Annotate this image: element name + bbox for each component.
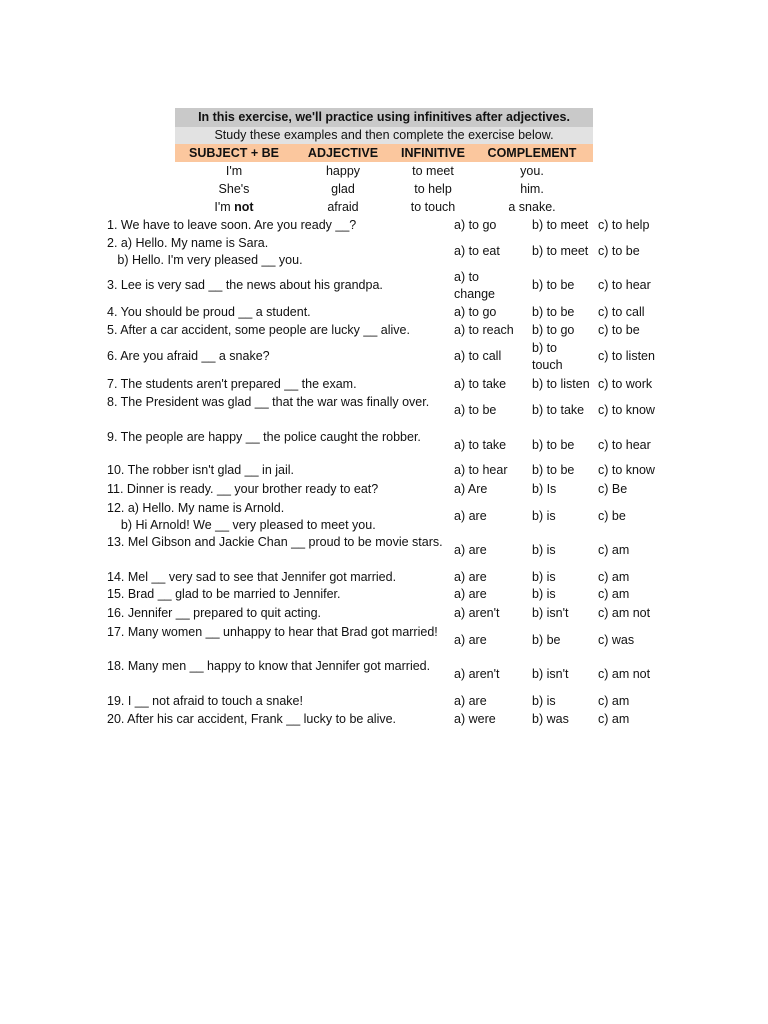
- option-a: a) Are: [454, 482, 488, 497]
- question-text: 1. We have to leave soon. Are you ready __?: [107, 218, 357, 232]
- example-table-header: [175, 144, 593, 162]
- option-a: a) are: [454, 633, 487, 648]
- option-b: b) to go: [532, 323, 575, 338]
- example-adjective: happy: [325, 164, 361, 178]
- option-b: b) is: [532, 543, 556, 558]
- exercise-title: In this exercise, we'll practice using infinitives after adjectives.: [175, 108, 593, 127]
- question-text: 14. Mel __ very sad to see that Jennifer got married.: [107, 570, 397, 584]
- option-b: b) is: [532, 587, 556, 602]
- header-complement: COMPLEMENT: [487, 146, 577, 160]
- option-b: b) was: [532, 712, 569, 727]
- header-infinitive: INFINITIVE: [401, 146, 465, 160]
- option-a: a) are: [454, 509, 487, 524]
- example-complement: him.: [520, 182, 544, 196]
- option-c: c) am not: [598, 667, 651, 682]
- example-row: [175, 198, 593, 216]
- option-c: c) be: [598, 509, 626, 524]
- option-c: c) Be: [598, 482, 628, 497]
- option-a: a) to go: [454, 305, 497, 320]
- example-subject: I'm: [225, 164, 243, 178]
- option-a: a) to take: [454, 377, 507, 392]
- option-a: a) to reach: [454, 323, 514, 338]
- option-a: a) aren't: [454, 606, 500, 621]
- option-b: b) isn't: [532, 667, 569, 682]
- option-b: b) be: [532, 633, 561, 648]
- question-text: 20. After his car accident, Frank __ lucky to be alive.: [107, 712, 397, 726]
- example-subject: I'm not: [214, 200, 254, 214]
- header-adjective: ADJECTIVE: [307, 146, 379, 160]
- question-text: 12. a) Hello. My name is Arnold. b) Hi Arnold! We __ very pleased to meet you.: [107, 501, 376, 532]
- question-text: 13. Mel Gibson and Jackie Chan __ proud to be movie stars.: [107, 535, 443, 549]
- option-b: b) isn't: [532, 606, 569, 621]
- option-c: c) am not: [598, 606, 651, 621]
- option-a: a) to eat: [454, 244, 500, 259]
- question-text: 9. The people are happy __ the police caught the robber.: [107, 430, 421, 444]
- question-text: 15. Brad __ glad to be married to Jennifer.: [107, 587, 341, 601]
- option-b: b) is: [532, 570, 556, 585]
- question-text: 5. After a car accident, some people are lucky __ alive.: [107, 323, 410, 337]
- option-c: c) am: [598, 587, 630, 602]
- question-text: 2. a) Hello. My name is Sara. b) Hello. I'm very pleased __ you.: [107, 236, 303, 267]
- example-row: [175, 162, 593, 180]
- question-text: 11. Dinner is ready. __ your brother ready to eat?: [107, 482, 379, 496]
- option-b: b) to be: [532, 438, 575, 453]
- header-subject-be: SUBJECT + BE: [189, 146, 279, 160]
- option-b: b) to touch: [532, 341, 563, 372]
- option-a: a) to go: [454, 218, 497, 233]
- option-a: a) to change: [454, 270, 496, 301]
- option-c: c) am: [598, 712, 630, 727]
- option-b: b) Is: [532, 482, 557, 497]
- option-c: c) to help: [598, 218, 650, 233]
- example-infinitive: to touch: [410, 200, 456, 214]
- question-text: 17. Many women __ unhappy to hear that Brad got married!: [107, 625, 438, 639]
- option-b: b) to be: [532, 463, 575, 478]
- option-c: c) to listen: [598, 349, 655, 364]
- option-a: a) to be: [454, 403, 497, 418]
- option-c: c) to hear: [598, 438, 651, 453]
- example-row: [175, 180, 593, 198]
- option-b: b) to meet: [532, 244, 589, 259]
- option-a: a) are: [454, 587, 487, 602]
- question-text: 4. You should be proud __ a student.: [107, 305, 311, 319]
- option-a: a) to take: [454, 438, 507, 453]
- question-text: 6. Are you afraid __ a snake?: [107, 349, 270, 364]
- example-complement: you.: [520, 164, 544, 178]
- option-c: c) to know: [598, 463, 655, 478]
- option-c: c) to be: [598, 244, 640, 259]
- question-text: 18. Many men __ happy to know that Jennifer got married.: [107, 659, 431, 673]
- option-c: c) am: [598, 543, 630, 558]
- option-a: a) aren't: [454, 667, 500, 682]
- example-infinitive: to meet: [412, 164, 454, 178]
- option-a: a) to call: [454, 349, 502, 364]
- option-c: c) to hear: [598, 278, 651, 293]
- example-subject: She's: [218, 182, 250, 196]
- example-complement: a snake.: [508, 200, 556, 214]
- option-c: c) to call: [598, 305, 645, 320]
- question-text: 10. The robber isn't glad __ in jail.: [107, 463, 294, 477]
- option-c: c) to know: [598, 403, 655, 418]
- option-c: c) was: [598, 633, 635, 648]
- question-text: 3. Lee is very sad __ the news about his grandpa.: [107, 278, 383, 293]
- question-text: 19. I __ not afraid to touch a snake!: [107, 694, 303, 708]
- exercise-instructions: Study these examples and then complete the exercise below.: [175, 127, 593, 144]
- option-b: b) to be: [532, 305, 575, 320]
- option-b: b) to listen: [532, 377, 590, 392]
- option-a: a) to hear: [454, 463, 508, 478]
- option-a: a) are: [454, 694, 487, 709]
- option-b: b) is: [532, 509, 556, 524]
- option-c: c) to be: [598, 323, 640, 338]
- option-b: b) to meet: [532, 218, 589, 233]
- question-text: 16. Jennifer __ prepared to quit acting.: [107, 606, 322, 620]
- option-b: b) to be: [532, 278, 575, 293]
- option-b: b) is: [532, 694, 556, 709]
- option-c: c) am: [598, 694, 630, 709]
- option-a: a) are: [454, 570, 487, 585]
- example-infinitive: to help: [414, 182, 452, 196]
- option-b: b) to take: [532, 403, 585, 418]
- question-text: 7. The students aren't prepared __ the exam.: [107, 377, 357, 391]
- option-c: c) to work: [598, 377, 653, 392]
- option-c: c) am: [598, 570, 630, 585]
- option-a: a) are: [454, 543, 487, 558]
- example-adjective: afraid: [327, 200, 359, 214]
- option-a: a) were: [454, 712, 496, 727]
- question-text: 8. The President was glad __ that the war was finally over.: [107, 395, 430, 409]
- example-adjective: glad: [331, 182, 355, 196]
